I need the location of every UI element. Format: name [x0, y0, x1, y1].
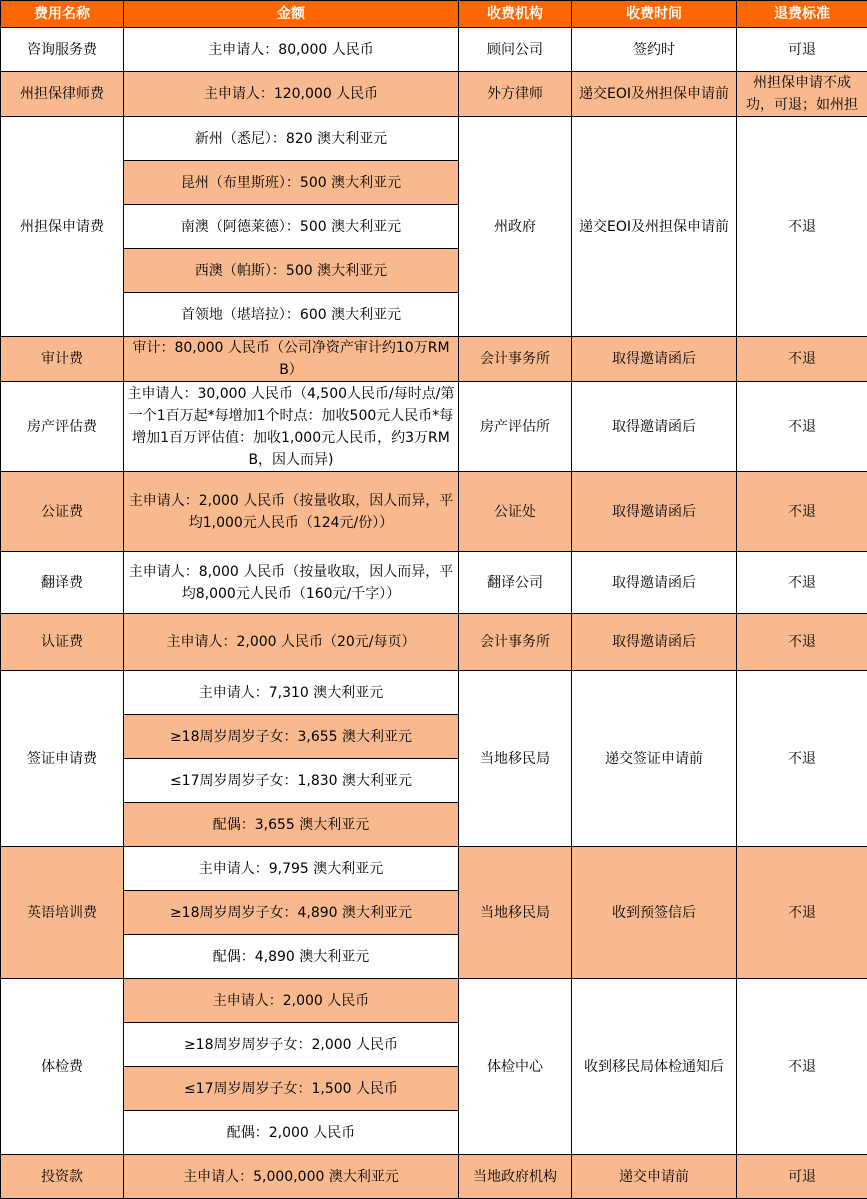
time-cell: 递交申请前 [572, 1155, 737, 1199]
time-cell: 取得邀请函后 [572, 337, 737, 382]
time-cell: 签约时 [572, 28, 737, 72]
fee-name-cell: 州担保申请费 [1, 117, 124, 337]
amount-cell: 首领地（堪培拉）：600 澳大利亚元 [124, 293, 459, 337]
table-row [1, 552, 867, 614]
org-cell: 体检中心 [459, 979, 572, 1155]
org-cell: 会计事务所 [459, 337, 572, 382]
time-cell: 收到预签信后 [572, 847, 737, 979]
amount-cell: 主申请人：8,000 人民币（按量收取，因人而异，平均8,000元人民币（160元/千字）） [124, 552, 459, 614]
header-refund: 退费标准 [737, 1, 867, 28]
header-row [1, 1, 867, 28]
table-row [1, 1155, 867, 1199]
table-row [1, 337, 867, 382]
fee-name-cell: 认证费 [1, 614, 124, 671]
amount-cell: 配偶：2,000 人民币 [124, 1111, 459, 1155]
amount-cell: 南澳（阿德莱德）：500 澳大利亚元 [124, 205, 459, 249]
org-cell: 当地政府机构 [459, 1155, 572, 1199]
header-org: 收费机构 [459, 1, 572, 28]
refund-cell: 不退 [737, 337, 867, 382]
fee-name-cell: 体检费 [1, 979, 124, 1155]
time-cell: 递交签证申请前 [572, 671, 737, 847]
table-row [1, 472, 867, 552]
org-cell: 翻译公司 [459, 552, 572, 614]
amount-cell: ≤17周岁周岁子女：1,830 澳大利亚元 [124, 759, 459, 803]
table-row [1, 614, 867, 671]
org-cell: 房产评估所 [459, 382, 572, 472]
table-row [1, 979, 867, 1023]
header-fee-name: 费用名称 [1, 1, 124, 28]
time-cell: 递交EOI及州担保申请前 [572, 72, 737, 117]
amount-cell: 配偶：4,890 澳大利亚元 [124, 935, 459, 979]
fee-name-cell: 咨询服务费 [1, 28, 124, 72]
org-cell: 州政府 [459, 117, 572, 337]
amount-cell: 主申请人：7,310 澳大利亚元 [124, 671, 459, 715]
org-cell: 当地移民局 [459, 847, 572, 979]
refund-cell: 不退 [737, 671, 867, 847]
header-time: 收费时间 [572, 1, 737, 28]
amount-cell: 主申请人：80,000 人民币 [124, 28, 459, 72]
table-row [1, 117, 867, 161]
fee-name-cell: 房产评估费 [1, 382, 124, 472]
org-cell: 当地移民局 [459, 671, 572, 847]
time-cell: 取得邀请函后 [572, 472, 737, 552]
refund-cell: 不退 [737, 847, 867, 979]
amount-cell: 主申请人：5,000,000 澳大利亚元 [124, 1155, 459, 1199]
table-row [1, 382, 867, 472]
amount-cell: 主申请人：9,795 澳大利亚元 [124, 847, 459, 891]
refund-cell: 不退 [737, 382, 867, 472]
amount-cell: 主申请人：30,000 人民币（4,500人民币/每时点/第一个1百万起*每增加1个时点：加收500元人民币*每增加1百万评估值：加收1,000元人民币，约3万RMB，因人而异) [124, 382, 459, 472]
refund-text: 州担保申请不成功，可退；如州担 [740, 72, 864, 116]
amount-cell: 主申请人：2,000 人民币（按量收取，因人而异，平均1,000元人民币（124元/份）） [124, 472, 459, 552]
org-cell: 公证处 [459, 472, 572, 552]
time-cell: 取得邀请函后 [572, 614, 737, 671]
table-row [1, 847, 867, 891]
refund-cell: 不退 [737, 979, 867, 1155]
time-cell: 取得邀请函后 [572, 382, 737, 472]
fee-name-cell: 公证费 [1, 472, 124, 552]
amount-cell: ≥18周岁周岁子女：2,000 人民币 [124, 1023, 459, 1067]
table-row [1, 671, 867, 715]
org-cell: 外方律师 [459, 72, 572, 117]
refund-cell: 不退 [737, 614, 867, 671]
time-cell: 收到移民局体检通知后 [572, 979, 737, 1155]
fee-name-cell: 签证申请费 [1, 671, 124, 847]
fee-name-cell: 英语培训费 [1, 847, 124, 979]
amount-cell: 新州（悉尼）：820 澳大利亚元 [124, 117, 459, 161]
amount-cell: 主申请人：120,000 人民币 [124, 72, 459, 117]
table-row [1, 28, 867, 72]
refund-cell: 可退 [737, 28, 867, 72]
fee-name-cell: 审计费 [1, 337, 124, 382]
table-row [1, 72, 867, 117]
time-cell: 递交EOI及州担保申请前 [572, 117, 737, 337]
amount-cell: ≤17周岁周岁子女：1,500 人民币 [124, 1067, 459, 1111]
amount-cell: ≥18周岁周岁子女：3,655 澳大利亚元 [124, 715, 459, 759]
refund-cell: 不退 [737, 472, 867, 552]
amount-cell: 配偶：3,655 澳大利亚元 [124, 803, 459, 847]
fee-name-cell: 翻译费 [1, 552, 124, 614]
refund-cell: 不退 [737, 552, 867, 614]
refund-cell [737, 72, 867, 117]
header-amount: 金额 [124, 1, 459, 28]
refund-cell: 不退 [737, 117, 867, 337]
amount-cell: 西澳（帕斯）：500 澳大利亚元 [124, 249, 459, 293]
fee-name-cell: 投资款 [1, 1155, 124, 1199]
amount-cell: ≥18周岁周岁子女：4,890 澳大利亚元 [124, 891, 459, 935]
amount-cell: 审计：80,000 人民币（公司净资产审计约10万RMB） [124, 337, 459, 382]
refund-cell: 可退 [737, 1155, 867, 1199]
fee-name-cell: 州担保律师费 [1, 72, 124, 117]
time-cell: 取得邀请函后 [572, 552, 737, 614]
amount-cell: 主申请人：2,000 人民币（20元/每页） [124, 614, 459, 671]
org-cell: 顾问公司 [459, 28, 572, 72]
amount-cell: 昆州（布里斯班）：500 澳大利亚元 [124, 161, 459, 205]
amount-cell: 主申请人：2,000 人民币 [124, 979, 459, 1023]
org-cell: 会计事务所 [459, 614, 572, 671]
